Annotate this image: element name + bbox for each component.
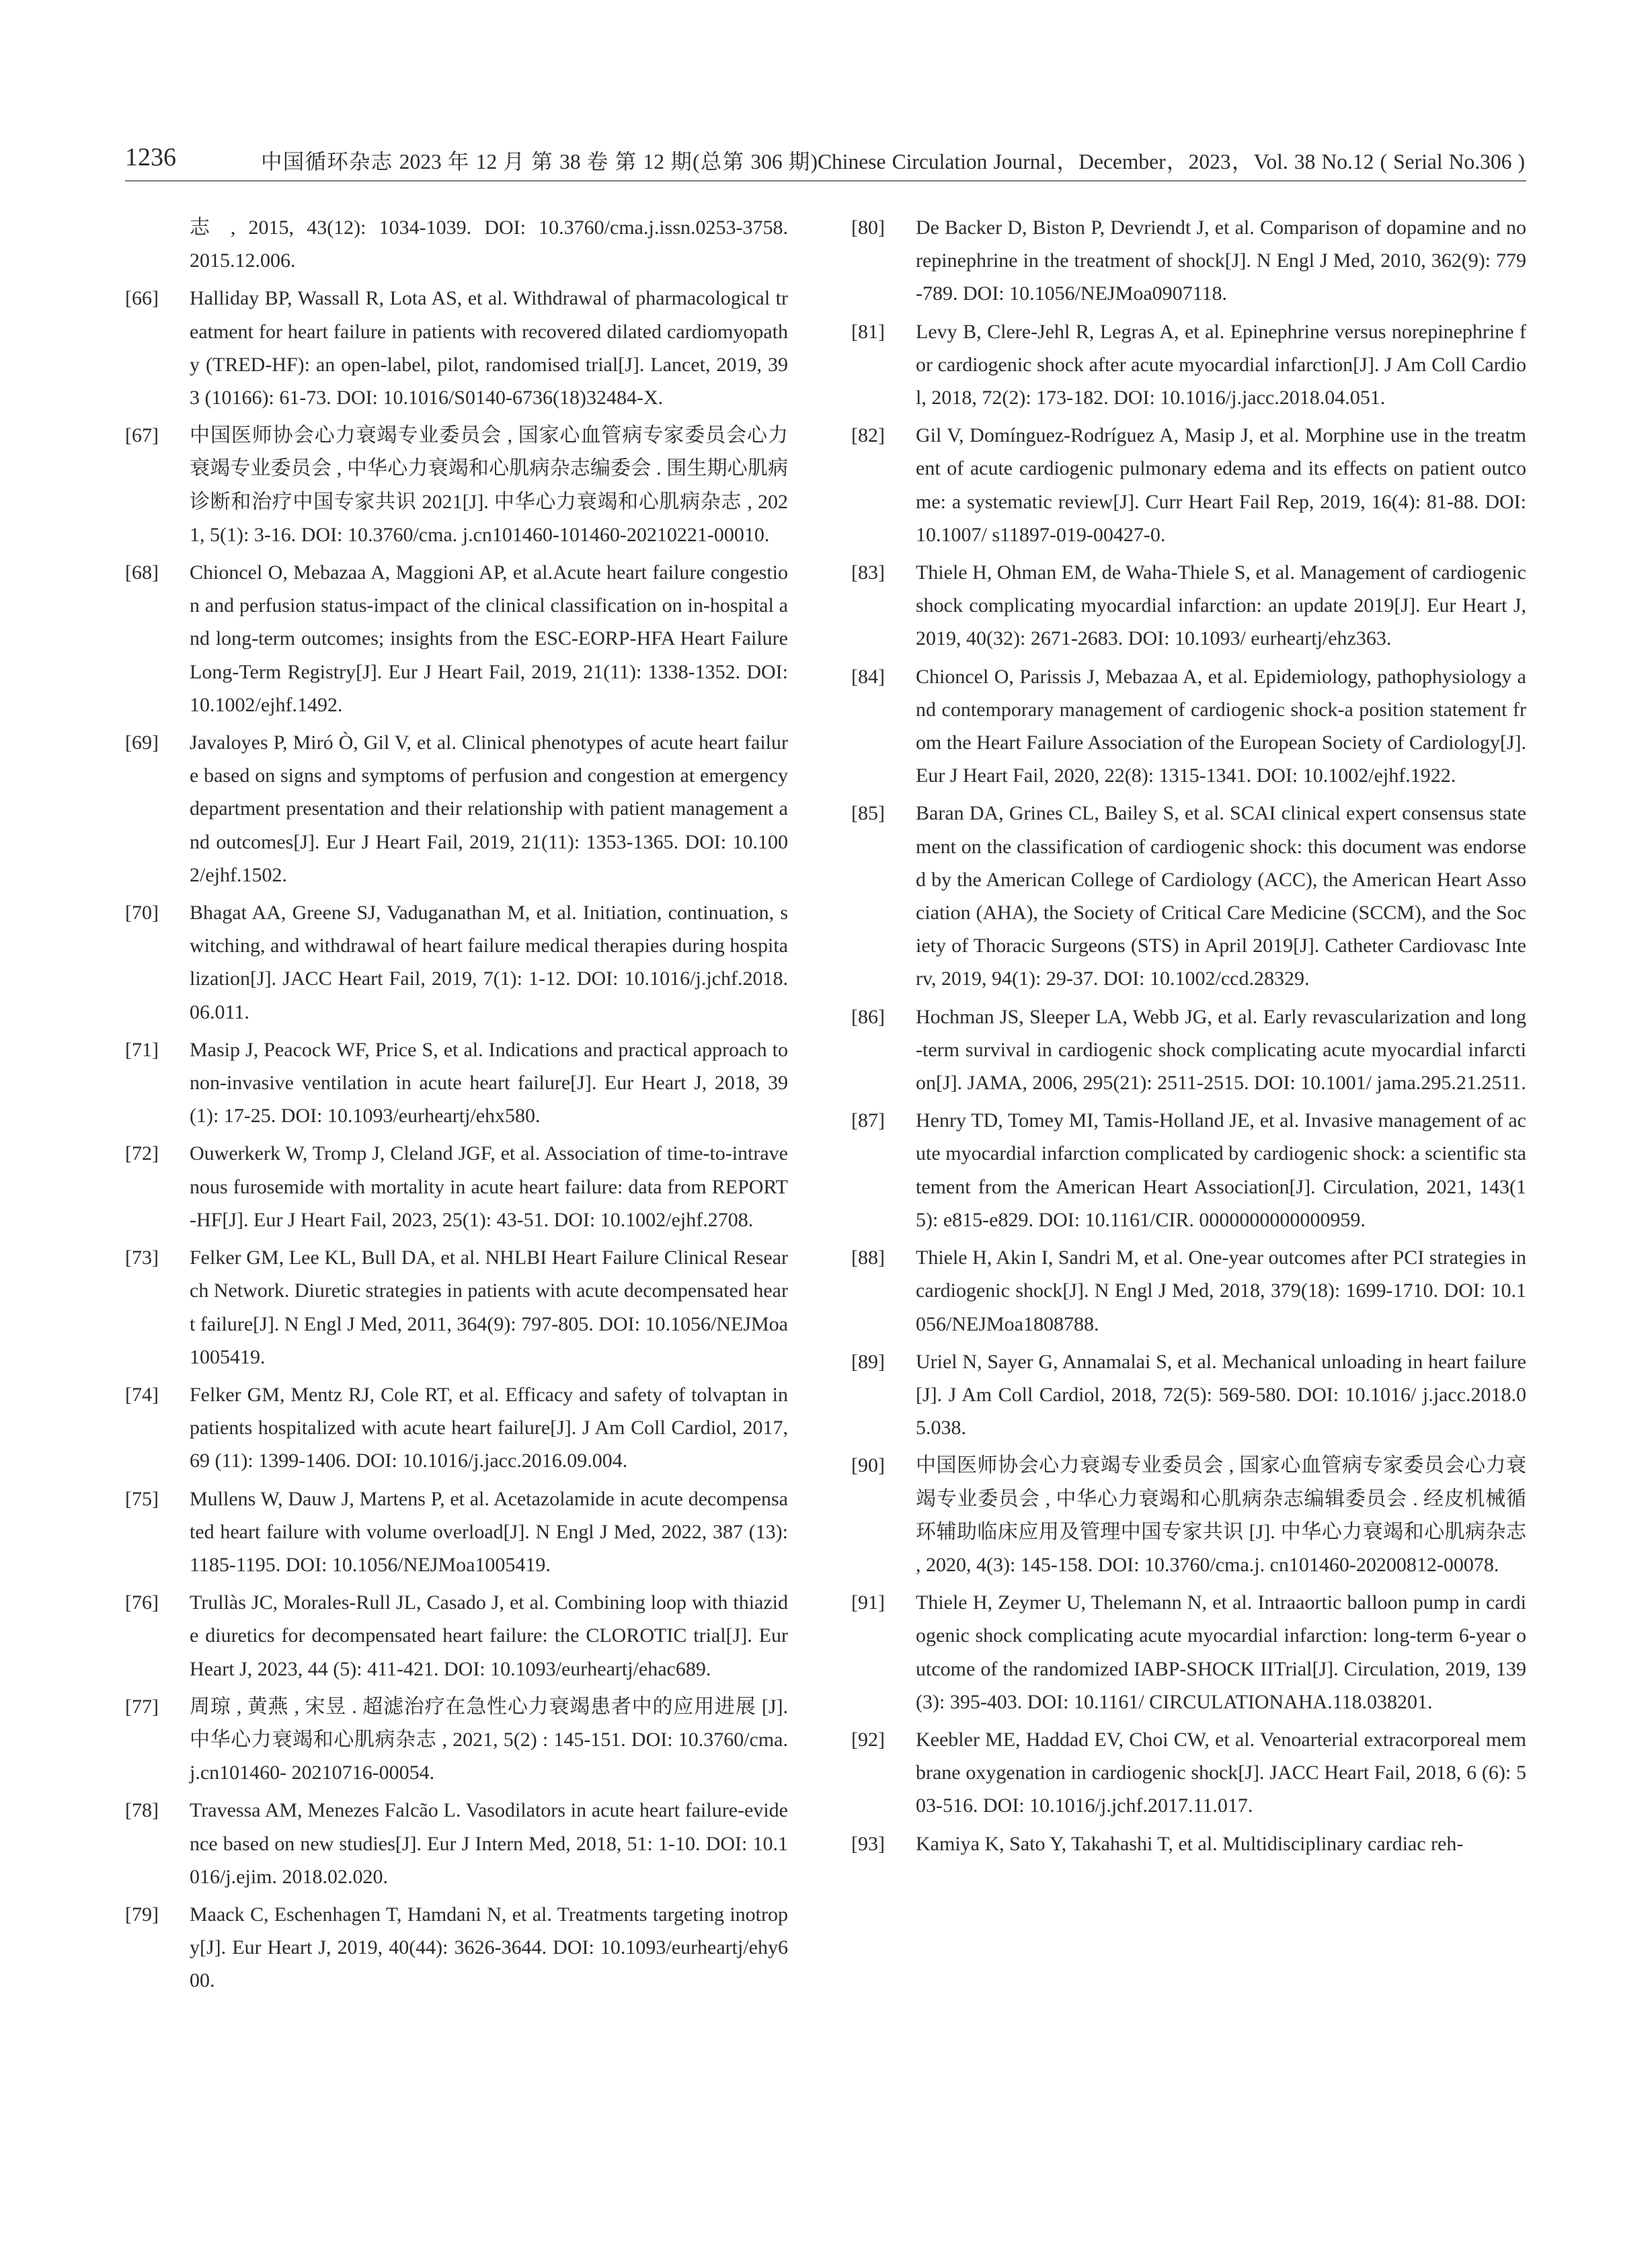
reference-number: [79] [125,1903,159,1926]
reference-entry [125,556,788,721]
reference-text: 中国医师协会心力衰竭专业委员会 , 国家心血管病专家委员会心力衰竭专业委员会 , 中华心力衰竭和心肌病杂志编辑委员会 . 经皮机械循环辅助临床应用及管理中国专家共识 [J]. 中华心力衰竭和心肌病杂志 , 2020, 4(3): 145-158. DOI: 10.3760/cma.j. cn101460-20200812-00078. [916,1454,1526,1576]
reference-text: Ouwerkerk W, Tromp J, Cleland JGF, et al. Association of time-to-intravenous furosemide with mortality in acute heart failure: data from REPORT-HF[J]. Eur J Heart Fail, 2023, 25(1): 43-51. DOI: 10.1002/ejhf.2708. [190,1142,788,1231]
reference-entry [125,1033,788,1133]
reference-number: [77] [125,1695,159,1718]
reference-text: Uriel N, Sayer G, Annamalai S, et al. Mechanical unloading in heart failure[J]. J Am Coll Cardiol, 2018, 72(5): 569-580. DOI: 10.1016/ j.jacc.2018.05.038. [916,1350,1526,1439]
reference-number: [82] [851,424,885,447]
reference-list-right [851,211,1526,1860]
reference-entry [125,1586,788,1686]
reference-text: Gil V, Domínguez-Rodríguez A, Masip J, et al. Morphine use in the treatment of acute cardiogenic pulmonary edema and its effects on patient outcome: a systematic review[J]. Curr Heart Fail Rep, 2019, 16(4): 81-88. DOI: 10.1007/ s11897-019-00427-0. [916,424,1526,546]
reference-number: [71] [125,1038,159,1061]
reference-entry [125,1690,788,1790]
reference-number: [78] [125,1799,159,1822]
reference-number: [75] [125,1487,159,1510]
reference-number: [80] [851,216,885,239]
reference-number: [92] [851,1728,885,1751]
reference-text: Chioncel O, Mebazaa A, Maggioni AP, et al.Acute heart failure congestion and perfusion status-impact of the clinical classification on in-hospital and long-term outcomes; insights from the ESC-EORP-HFA Heart Failure Long-Term Registry[J]. Eur J Heart Fail, 2019, 21(11): 1338-1352. DOI: 10.1002/ejhf.1492. [190,561,788,716]
reference-text: Felker GM, Lee KL, Bull DA, et al. NHLBI Heart Failure Clinical Research Network. Diuretic strategies in patients with acute decompensated heart failure[J]. N Engl J Med, 2011, 364(9): 797-805. DOI: 10.1056/NEJMoa1005419. [190,1247,788,1368]
reference-text: Bhagat AA, Greene SJ, Vaduganathan M, et al. Initiation, continuation, switching, and withdrawal of heart failure medical therapies during hospitalization[J]. JACC Heart Fail, 2019, 7(1): 1-12. DOI: 10.1016/j.jchf.2018.06.011. [190,902,788,1023]
reference-number: [84] [851,665,885,688]
reference-entry [851,315,1526,415]
reference-entry [851,1241,1526,1341]
reference-entry [125,419,788,551]
reference-entry [851,1449,1526,1581]
reference-number: [70] [125,902,159,924]
reference-text: Thiele H, Zeymer U, Thelemann N, et al. Intraaortic balloon pump in cardiogenic shock complicating acute myocardial infarction: long-term 6-year outcome of the randomized IABP-SHOCK IITrial[J]. Circulation, 2019, 139(3): 395-403. DOI: 10.1161/ CIRCULATIONAHA.118.038201. [916,1591,1526,1713]
reference-entry [851,556,1526,656]
reference-entry [851,1345,1526,1445]
reference-text: Masip J, Peacock WF, Price S, et al. Indications and practical approach to non-invasive ventilation in acute heart failure[J]. Eur Heart J, 2018, 39(1): 17-25. DOI: 10.1093/eurheartj/ehx580. [190,1038,788,1128]
reference-number: [93] [851,1832,885,1855]
reference-text: Henry TD, Tomey MI, Tamis-Holland JE, et al. Invasive management of acute myocardial infarction complicated by cardiogenic shock: a scientific statement from the American Heart Association[J]. Circulation, 2021, 143(15): e815-e829. DOI: 10.1161/CIR. 0000000000000959. [916,1109,1526,1231]
reference-text: Baran DA, Grines CL, Bailey S, et al. SCAI clinical expert consensus statement on the classification of cardiogenic shock: this document was endorsed by the American College of Cardiology (ACC), the American Heart Association (AHA), the Society of Critical Care Medicine (SCCM), and the Society of Thoracic Surgeons (STS) in April 2019[J]. Catheter Cardiovasc Interv, 2019, 94(1): 29-37. DOI: 10.1002/ccd.28329. [916,802,1526,990]
reference-list-left [125,282,788,1997]
reference-entry [125,1794,788,1893]
reference-entry [125,1241,788,1374]
reference-text: Levy B, Clere-Jehl R, Legras A, et al. Epinephrine versus norepinephrine for cardiogenic shock after acute myocardial infarction[J]. J Am Coll Cardiol, 2018, 72(2): 173-182. DOI: 10.1016/j.jacc.2018.04.051. [916,320,1526,409]
reference-number: [74] [125,1383,159,1406]
reference-entry [125,896,788,1029]
reference-entry [851,1104,1526,1236]
reference-text: Maack C, Eschenhagen T, Hamdani N, et al. Treatments targeting inotropy[J]. Eur Heart J, 2019, 40(44): 3626-3644. DOI: 10.1093/eurheartj/ehy600. [190,1903,788,1992]
reference-number: [87] [851,1109,885,1132]
reference-entry [851,660,1526,793]
reference-text: Chioncel O, Parissis J, Mebazaa A, et al. Epidemiology, pathophysiology and contemporary management of cardiogenic shock-a position statement from the Heart Failure Association of the European Society of Cardiology[J]. Eur J Heart Fail, 2020, 22(8): 1315-1341. DOI: 10.1002/ejhf.1922. [916,665,1526,787]
reference-entry [125,1137,788,1236]
reference-text: Keebler ME, Haddad EV, Choi CW, et al. Venoarterial extracorporeal membrane oxygenation in cardiogenic shock[J]. JACC Heart Fail, 2018, 6 (6): 503-516. DOI: 10.1016/j.jchf.2017.11.017. [916,1728,1526,1817]
page-number: 1236 [125,143,176,171]
reference-column-right [851,211,1526,1865]
reference-text: Mullens W, Dauw J, Martens P, et al. Acetazolamide in acute decompensated heart failure with volume overload[J]. N Engl J Med, 2022, 387 (13): 1185-1195. DOI: 10.1056/NEJMoa1005419. [190,1487,788,1576]
reference-number: [73] [125,1247,159,1269]
reference-number: [67] [125,424,159,447]
reference-number: [85] [851,802,885,825]
reference-entry [851,1723,1526,1823]
reference-number: [83] [851,561,885,584]
reference-number: [91] [851,1591,885,1614]
reference-entry [125,1378,788,1478]
reference-entry [851,1000,1526,1100]
reference-continuation: 志 , 2015, 43(12): 1034-1039. DOI: 10.3760/cma.j.issn.0253-3758. 2015.12.006. [190,216,788,272]
reference-text: Felker GM, Mentz RJ, Cole RT, et al. Efficacy and safety of tolvaptan in patients hospitalized with acute heart failure[J]. J Am Coll Cardiol, 2017, 69 (11): 1399-1406. DOI: 10.1016/j.jacc.2016.09.004. [190,1383,788,1472]
reference-number: [76] [125,1591,159,1614]
reference-text: Halliday BP, Wassall R, Lota AS, et al. Withdrawal of pharmacological treatment for heart failure in patients with recovered dilated cardiomyopathy (TRED-HF): an open-label, pilot, randomised trial[J]. Lancet, 2019, 393 (10166): 61-73. DOI: 10.1016/S0140-6736(18)32484-X. [190,287,788,409]
running-header: 中国循环杂志 2023 年 12 月 第 38 卷 第 12 期(总第 306 期)Chinese Circulation Journal，December，2023，Vol. 38 No.12 ( Serial No.306 ) [261,150,1525,173]
reference-entry [851,1827,1526,1860]
reference-entry [125,1482,788,1582]
reference-entry [125,282,788,414]
reference-text: Hochman JS, Sleeper LA, Webb JG, et al. Early revascularization and long-term survival in cardiogenic shock complicating acute myocardial infarction[J]. JAMA, 2006, 295(21): 2511-2515. DOI: 10.1001/ jama.295.21.2511. [916,1005,1526,1095]
reference-text: Thiele H, Akin I, Sandri M, et al. One-year outcomes after PCI strategies in cardiogenic shock[J]. N Engl J Med, 2018, 379(18): 1699-1710. DOI: 10.1056/NEJMoa1808788. [916,1247,1526,1335]
reference-entry [851,211,1526,311]
reference-entry [851,797,1526,995]
reference-text: Trullàs JC, Morales-Rull JL, Casado J, et al. Combining loop with thiazide diuretics for decompensated heart failure: the CLOROTIC trial[J]. Eur Heart J, 2023, 44 (5): 411-421. DOI: 10.1093/eurheartj/ehac689. [190,1591,788,1680]
reference-number: [81] [851,320,885,343]
reference-entry [125,726,788,892]
reference-number: [69] [125,731,159,754]
reference-number: [66] [125,287,159,310]
reference-number: [90] [851,1454,885,1477]
reference-text: Javaloyes P, Miró Ò, Gil V, et al. Clinical phenotypes of acute heart failure based on signs and symptoms of perfusion and congestion at emergency department presentation and their relationship with patient management and outcomes[J]. Eur J Heart Fail, 2019, 21(11): 1353-1365. DOI: 10.1002/ejhf.1502. [190,731,788,886]
reference-text: 中国医师协会心力衰竭专业委员会 , 国家心血管病专家委员会心力衰竭专业委员会 , 中华心力衰竭和心肌病杂志编委会 . 围生期心肌病诊断和治疗中国专家共识 2021[J]. 中华心力衰竭和心肌病杂志 , 2021, 5(1): 3-16. DOI: 10.3760/cma. j.cn101460-101460-20210221-00010. [190,424,788,546]
reference-entry [851,419,1526,551]
reference-number: [88] [851,1247,885,1269]
reference-text: De Backer D, Biston P, Devriendt J, et al. Comparison of dopamine and norepinephrine in the treatment of shock[J]. N Engl J Med, 2010, 362(9): 779-789. DOI: 10.1056/NEJMoa0907118. [916,216,1526,305]
reference-column-left [125,211,788,2002]
reference-text: 周琼 , 黄燕 , 宋昱 . 超滤治疗在急性心力衰竭患者中的应用进展 [J]. 中华心力衰竭和心肌病杂志 , 2021, 5(2) : 145-151. DOI: 10.3760/cma.j.cn101460- 20210716-00054. [190,1695,788,1784]
header-divider [125,180,1526,182]
reference-number: [68] [125,561,159,584]
reference-entry [125,1898,788,1997]
reference-text: Kamiya K, Sato Y, Takahashi T, et al. Multidisciplinary cardiac reh- [916,1832,1464,1855]
reference-text: Travessa AM, Menezes Falcão L. Vasodilators in acute heart failure-evidence based on new studies[J]. Eur J Intern Med, 2018, 51: 1-10. DOI: 10.1016/j.ejim. 2018.02.020. [190,1799,788,1888]
reference-number: [89] [851,1350,885,1373]
reference-entry [851,1586,1526,1718]
reference-number: [86] [851,1005,885,1028]
reference-number: [72] [125,1142,159,1165]
reference-text: Thiele H, Ohman EM, de Waha-Thiele S, et al. Management of cardiogenic shock complicating myocardial infarction: an update 2019[J]. Eur Heart J, 2019, 40(32): 2671-2683. DOI: 10.1093/ eurheartj/ehz363. [916,561,1526,650]
